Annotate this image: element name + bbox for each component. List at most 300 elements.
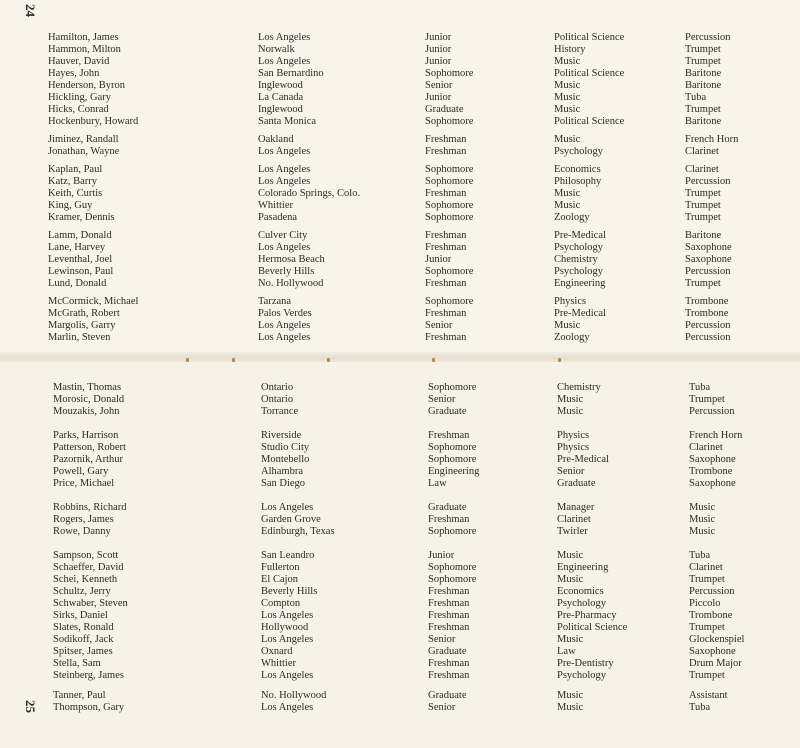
roster-row xyxy=(0,382,800,394)
roster-class: Junior xyxy=(425,254,452,265)
roster-instrument: Trumpet xyxy=(689,574,725,585)
roster-major: Music xyxy=(557,634,584,645)
roster-row xyxy=(0,188,800,200)
roster-instrument: Trumpet xyxy=(685,212,721,223)
roster-instrument: Baritone xyxy=(685,230,722,241)
roster-name: Lewinson, Paul xyxy=(48,266,114,277)
roster-row xyxy=(0,266,800,278)
roster-class: Graduate xyxy=(428,406,467,417)
roster-major: Music xyxy=(554,188,581,199)
roster-class: Freshman xyxy=(425,308,467,319)
roster-hometown: Beverly Hills xyxy=(261,586,318,597)
roster-group xyxy=(0,430,800,490)
roster-instrument: Trumpet xyxy=(685,278,721,289)
roster-name: Kaplan, Paul xyxy=(48,164,103,175)
roster-major: Music xyxy=(554,134,581,145)
roster-class: Freshman xyxy=(428,586,470,597)
roster-hometown: Beverly Hills xyxy=(258,266,315,277)
roster-hometown: Hermosa Beach xyxy=(258,254,325,265)
roster-hometown: Oakland xyxy=(258,134,294,145)
roster-row xyxy=(0,622,800,634)
roster-hometown: El Cajon xyxy=(261,574,299,585)
roster-row xyxy=(0,242,800,254)
roster-instrument: Saxophone xyxy=(689,454,736,465)
roster-instrument: Tuba xyxy=(689,382,711,393)
roster-major: Music xyxy=(557,702,584,713)
roster-row xyxy=(0,466,800,478)
roster-instrument: Trumpet xyxy=(685,200,721,211)
roster-instrument: Baritone xyxy=(685,80,722,91)
roster-row xyxy=(0,690,800,702)
roster-group xyxy=(0,690,800,714)
roster-major: Zoology xyxy=(554,332,590,343)
roster-instrument: Assistant xyxy=(689,690,728,701)
roster-instrument: Trombone xyxy=(689,466,733,477)
roster-name: Leventhal, Joel xyxy=(48,254,113,265)
roster-major: Music xyxy=(557,394,584,405)
roster-hometown: Los Angeles xyxy=(258,32,311,43)
roster-group xyxy=(0,32,800,128)
roster-class: Graduate xyxy=(428,502,467,513)
roster-name: Hamilton, James xyxy=(48,32,119,43)
roster-instrument: Percussion xyxy=(689,406,735,417)
roster-group xyxy=(0,550,800,682)
roster-hometown: Los Angeles xyxy=(258,56,311,67)
roster-hometown: San Bernardino xyxy=(258,68,324,79)
roster-hometown: San Diego xyxy=(261,478,306,489)
roster-name: Lane, Harvey xyxy=(48,242,106,253)
roster-name: Tanner, Paul xyxy=(53,690,106,701)
roster-major: Physics xyxy=(557,442,590,453)
roster-name: Robbins, Richard xyxy=(53,502,127,513)
roster-name: Powell, Gary xyxy=(53,466,109,477)
roster-row xyxy=(0,394,800,406)
roster-hometown: Compton xyxy=(261,598,301,609)
roster-hometown: Montebello xyxy=(261,454,310,465)
roster-hometown: Los Angeles xyxy=(261,702,314,713)
roster-hometown: San Leandro xyxy=(261,550,315,561)
roster-hometown: Ontario xyxy=(261,394,294,405)
roster-name: Schwaber, Steven xyxy=(53,598,128,609)
roster-hometown: Whittier xyxy=(261,658,296,669)
roster-row xyxy=(0,598,800,610)
roster-class: Freshman xyxy=(428,610,470,621)
roster-major: Psychology xyxy=(554,266,604,277)
roster-class: Senior xyxy=(425,80,453,91)
roster-class: Freshman xyxy=(428,670,470,681)
roster-group xyxy=(0,134,800,158)
roster-group xyxy=(0,230,800,290)
roster-instrument: Trombone xyxy=(685,296,729,307)
roster-row xyxy=(0,658,800,670)
roster-row xyxy=(0,586,800,598)
roster-class: Sophomore xyxy=(425,164,474,175)
roster-row xyxy=(0,442,800,454)
roster-major: Music xyxy=(554,92,581,103)
roster-row xyxy=(0,514,800,526)
roster-hometown: Inglewood xyxy=(258,104,303,115)
roster-hometown: Hollywood xyxy=(261,622,309,633)
roster-instrument: Clarinet xyxy=(685,146,719,157)
roster-class: Sophomore xyxy=(425,200,474,211)
roster-class: Junior xyxy=(428,550,455,561)
roster-hometown: Fullerton xyxy=(261,562,300,573)
roster-class: Graduate xyxy=(425,104,464,115)
roster-class: Freshman xyxy=(425,188,467,199)
roster-hometown: Whittier xyxy=(258,200,293,211)
roster-class: Freshman xyxy=(428,622,470,633)
roster-name: Price, Michael xyxy=(53,478,115,489)
roster-major: Pre-Pharmacy xyxy=(557,610,617,621)
roster-name: Sodikoff, Jack xyxy=(53,634,114,645)
roster-name: Patterson, Robert xyxy=(53,442,126,453)
roster-row xyxy=(0,574,800,586)
roster-row xyxy=(0,670,800,682)
roster-instrument: Trumpet xyxy=(685,44,721,55)
roster-major: Political Science xyxy=(554,68,625,79)
roster-instrument: Clarinet xyxy=(689,562,723,573)
roster-hometown: Los Angeles xyxy=(258,242,311,253)
roster-hometown: Garden Grove xyxy=(261,514,321,525)
roster-class: Freshman xyxy=(428,598,470,609)
roster-instrument: Clarinet xyxy=(685,164,719,175)
roster-instrument: Music xyxy=(689,502,716,513)
roster-instrument: Percussion xyxy=(685,32,731,43)
roster-class: Freshman xyxy=(428,430,470,441)
roster-major: Pre-Dentistry xyxy=(557,658,614,669)
roster-name: Morosic, Donald xyxy=(53,394,125,405)
roster-hometown: Los Angeles xyxy=(258,332,311,343)
roster-group xyxy=(0,382,800,418)
roster-instrument: Percussion xyxy=(685,266,731,277)
roster-instrument: Saxophone xyxy=(685,254,732,265)
roster-hometown: Los Angeles xyxy=(261,670,314,681)
roster-class: Freshman xyxy=(428,658,470,669)
roster-major: Philosophy xyxy=(554,176,602,187)
roster-instrument: Trombone xyxy=(685,308,729,319)
roster-class: Law xyxy=(428,478,447,489)
page-number-top: 24 xyxy=(23,4,38,17)
roster-row xyxy=(0,68,800,80)
roster-name: Rogers, James xyxy=(53,514,114,525)
roster-name: Schei, Kenneth xyxy=(53,574,118,585)
roster-hometown: Los Angeles xyxy=(258,176,311,187)
roster-major: History xyxy=(554,44,586,55)
roster-hometown: Colorado Springs, Colo. xyxy=(258,188,361,199)
roster-name: Keith, Curtis xyxy=(48,188,103,199)
roster-major: Clarinet xyxy=(557,514,591,525)
roster-instrument: French Horn xyxy=(689,430,743,441)
roster-class: Junior xyxy=(425,92,452,103)
roster-row xyxy=(0,296,800,308)
roster-major: Manager xyxy=(557,502,595,513)
roster-major: Psychology xyxy=(554,146,604,157)
roster-row xyxy=(0,212,800,224)
roster-hometown: Los Angeles xyxy=(261,634,314,645)
roster-row xyxy=(0,44,800,56)
roster-name: Hammon, Milton xyxy=(48,44,121,55)
roster-class: Senior xyxy=(428,702,456,713)
roster-group xyxy=(0,502,800,538)
roster-major: Music xyxy=(554,56,581,67)
roster-row xyxy=(0,134,800,146)
roster-row xyxy=(0,56,800,68)
roster-instrument: Trumpet xyxy=(685,104,721,115)
roster-major: Economics xyxy=(554,164,601,175)
roster-instrument: Saxophone xyxy=(689,478,736,489)
roster-class: Sophomore xyxy=(425,212,474,223)
roster-instrument: Saxophone xyxy=(685,242,732,253)
roster-row xyxy=(0,702,800,714)
roster-major: Pre-Medical xyxy=(557,454,609,465)
roster-hometown: Inglewood xyxy=(258,80,303,91)
roster-row xyxy=(0,320,800,332)
roster-hometown: Torrance xyxy=(261,406,299,417)
roster-group xyxy=(0,164,800,224)
roster-major: Zoology xyxy=(554,212,590,223)
roster-hometown: La Canada xyxy=(258,92,304,103)
roster-name: Stella, Sam xyxy=(53,658,101,669)
roster-hometown: Los Angeles xyxy=(258,146,311,157)
roster-row xyxy=(0,104,800,116)
roster-row xyxy=(0,332,800,344)
roster-name: Mastin, Thomas xyxy=(53,382,122,393)
roster-class: Freshman xyxy=(425,134,467,145)
roster-major: Pre-Medical xyxy=(554,230,606,241)
roster-name: Hauver, David xyxy=(48,56,110,67)
page-25 xyxy=(0,362,800,748)
page-number-bottom: 25 xyxy=(23,700,38,713)
roster-name: Mouzakis, John xyxy=(53,406,120,417)
roster-instrument: Baritone xyxy=(685,116,722,127)
roster-row xyxy=(0,430,800,442)
roster-hometown: Culver City xyxy=(258,230,308,241)
roster-major: Law xyxy=(557,646,576,657)
roster-name: Hayes, John xyxy=(48,68,100,79)
roster-hometown: Oxnard xyxy=(261,646,293,657)
roster-major: Music xyxy=(557,550,584,561)
roster-class: Freshman xyxy=(425,230,467,241)
roster-row xyxy=(0,32,800,44)
roster-class: Sophomore xyxy=(428,442,477,453)
roster-hometown: Tarzana xyxy=(258,296,292,307)
roster-instrument: French Horn xyxy=(685,134,739,145)
roster-row xyxy=(0,176,800,188)
roster-class: Junior xyxy=(425,32,452,43)
roster-row xyxy=(0,80,800,92)
roster-name: Henderson, Byron xyxy=(48,80,125,91)
roster-instrument: Drum Major xyxy=(689,658,742,669)
roster-class: Sophomore xyxy=(428,454,477,465)
roster-major: Physics xyxy=(554,296,587,307)
roster-major: Twirler xyxy=(557,526,588,537)
page-24 xyxy=(0,0,800,358)
roster-row xyxy=(0,478,800,490)
roster-instrument: Tuba xyxy=(689,550,711,561)
roster-major: Political Science xyxy=(557,622,628,633)
roster-name: Thompson, Gary xyxy=(53,702,125,713)
roster-name: Marlin, Steven xyxy=(48,332,111,343)
roster-instrument: Music xyxy=(689,514,716,525)
roster-row xyxy=(0,502,800,514)
roster-instrument: Trumpet xyxy=(685,188,721,199)
roster-row xyxy=(0,92,800,104)
roster-instrument: Tuba xyxy=(689,702,711,713)
roster-hometown: No. Hollywood xyxy=(258,278,324,289)
roster-class: Sophomore xyxy=(428,382,477,393)
roster-class: Freshman xyxy=(425,242,467,253)
roster-major: Music xyxy=(557,690,584,701)
roster-name: Lamm, Donald xyxy=(48,230,112,241)
roster-name: Hicks, Conrad xyxy=(48,104,109,115)
roster-class: Freshman xyxy=(425,332,467,343)
roster-name: Pazornik, Arthur xyxy=(53,454,123,465)
roster-class: Freshman xyxy=(425,278,467,289)
roster-name: Rowe, Danny xyxy=(53,526,111,537)
roster-name: McGrath, Robert xyxy=(48,308,120,319)
roster-class: Engineering xyxy=(428,466,480,477)
roster-hometown: Riverside xyxy=(261,430,302,441)
roster-major: Psychology xyxy=(557,598,607,609)
roster-instrument: Trombone xyxy=(689,610,733,621)
roster-instrument: Saxophone xyxy=(689,646,736,657)
roster-hometown: Alhambra xyxy=(261,466,303,477)
roster-row xyxy=(0,646,800,658)
roster-instrument: Clarinet xyxy=(689,442,723,453)
roster-instrument: Percussion xyxy=(685,320,731,331)
roster-class: Freshman xyxy=(425,146,467,157)
roster-class: Junior xyxy=(425,56,452,67)
roster-hometown: Los Angeles xyxy=(261,610,314,621)
roster-major: Chemistry xyxy=(554,254,598,265)
roster-hometown: Los Angeles xyxy=(258,164,311,175)
roster-hometown: Ontario xyxy=(261,382,294,393)
roster-class: Sophomore xyxy=(428,526,477,537)
roster-row xyxy=(0,200,800,212)
roster-name: Hockenbury, Howard xyxy=(48,116,139,127)
roster-major: Psychology xyxy=(554,242,604,253)
roster-row xyxy=(0,550,800,562)
roster-major: Economics xyxy=(557,586,604,597)
roster-row xyxy=(0,116,800,128)
roster-row xyxy=(0,454,800,466)
roster-class: Sophomore xyxy=(425,68,474,79)
roster-row xyxy=(0,526,800,538)
roster-instrument: Music xyxy=(689,526,716,537)
roster-name: Jonathan, Wayne xyxy=(48,146,120,157)
roster-name: Schaeffer, David xyxy=(53,562,124,573)
roster-class: Senior xyxy=(428,394,456,405)
roster-row xyxy=(0,308,800,320)
roster-instrument: Glockenspiel xyxy=(689,634,745,645)
roster-class: Senior xyxy=(428,634,456,645)
roster-name: Steinberg, James xyxy=(53,670,124,681)
roster-instrument: Percussion xyxy=(685,332,731,343)
roster-name: Slates, Ronald xyxy=(53,622,114,633)
roster-class: Freshman xyxy=(428,514,470,525)
roster-major: Music xyxy=(554,80,581,91)
roster-name: Sampson, Scott xyxy=(53,550,119,561)
roster-instrument: Trumpet xyxy=(689,622,725,633)
roster-class: Graduate xyxy=(428,690,467,701)
roster-class: Junior xyxy=(425,44,452,55)
roster-instrument: Trumpet xyxy=(689,670,725,681)
roster-row xyxy=(0,254,800,266)
roster-row xyxy=(0,164,800,176)
roster-class: Senior xyxy=(425,320,453,331)
roster-class: Sophomore xyxy=(425,176,474,187)
roster-class: Sophomore xyxy=(425,296,474,307)
roster-name: Sirks, Daniel xyxy=(53,610,108,621)
roster-name: Hickling, Gary xyxy=(48,92,111,103)
roster-major: Physics xyxy=(557,430,590,441)
roster-hometown: Palos Verdes xyxy=(258,308,312,319)
roster-major: Senior xyxy=(557,466,585,477)
roster-hometown: Santa Monica xyxy=(258,116,317,127)
roster-name: Lund, Donald xyxy=(48,278,107,289)
roster-row xyxy=(0,146,800,158)
roster-major: Music xyxy=(557,574,584,585)
roster-hometown: Edinburgh, Texas xyxy=(261,526,335,537)
roster-name: Parks, Harrison xyxy=(53,430,119,441)
roster-name: King, Guy xyxy=(48,200,93,211)
roster-instrument: Baritone xyxy=(685,68,722,79)
roster-major: Engineering xyxy=(554,278,606,289)
roster-major: Chemistry xyxy=(557,382,601,393)
roster-row xyxy=(0,230,800,242)
roster-major: Music xyxy=(557,406,584,417)
roster-name: Margolis, Garry xyxy=(48,320,116,331)
roster-instrument: Trumpet xyxy=(689,394,725,405)
roster-name: Schultz, Jerry xyxy=(53,586,111,597)
roster-row xyxy=(0,406,800,418)
roster-major: Political Science xyxy=(554,116,625,127)
roster-row xyxy=(0,610,800,622)
roster-hometown: No. Hollywood xyxy=(261,690,327,701)
roster-class: Sophomore xyxy=(428,562,477,573)
roster-instrument: Tuba xyxy=(685,92,707,103)
roster-major: Political Science xyxy=(554,32,625,43)
roster-class: Sophomore xyxy=(428,574,477,585)
roster-name: Kramer, Dennis xyxy=(48,212,115,223)
roster-row xyxy=(0,278,800,290)
roster-major: Music xyxy=(554,104,581,115)
roster-instrument: Trumpet xyxy=(685,56,721,67)
roster-major: Music xyxy=(554,200,581,211)
roster-hometown: Los Angeles xyxy=(258,320,311,331)
roster-name: McCormick, Michael xyxy=(48,296,139,307)
roster-hometown: Pasadena xyxy=(258,212,298,223)
roster-instrument: Percussion xyxy=(685,176,731,187)
roster-name: Katz, Barry xyxy=(48,176,97,187)
roster-name: Spitser, James xyxy=(53,646,113,657)
roster-class: Sophomore xyxy=(425,266,474,277)
roster-major: Graduate xyxy=(557,478,596,489)
roster-class: Sophomore xyxy=(425,116,474,127)
roster-hometown: Norwalk xyxy=(258,44,295,55)
roster-row xyxy=(0,634,800,646)
roster-name: Jiminez, Randall xyxy=(48,134,119,145)
roster-hometown: Los Angeles xyxy=(261,502,314,513)
roster-row xyxy=(0,562,800,574)
roster-major: Music xyxy=(554,320,581,331)
roster-instrument: Piccolo xyxy=(689,598,721,609)
roster-group xyxy=(0,296,800,344)
roster-instrument: Percussion xyxy=(689,586,735,597)
roster-class: Graduate xyxy=(428,646,467,657)
roster-major: Engineering xyxy=(557,562,609,573)
roster-major: Psychology xyxy=(557,670,607,681)
